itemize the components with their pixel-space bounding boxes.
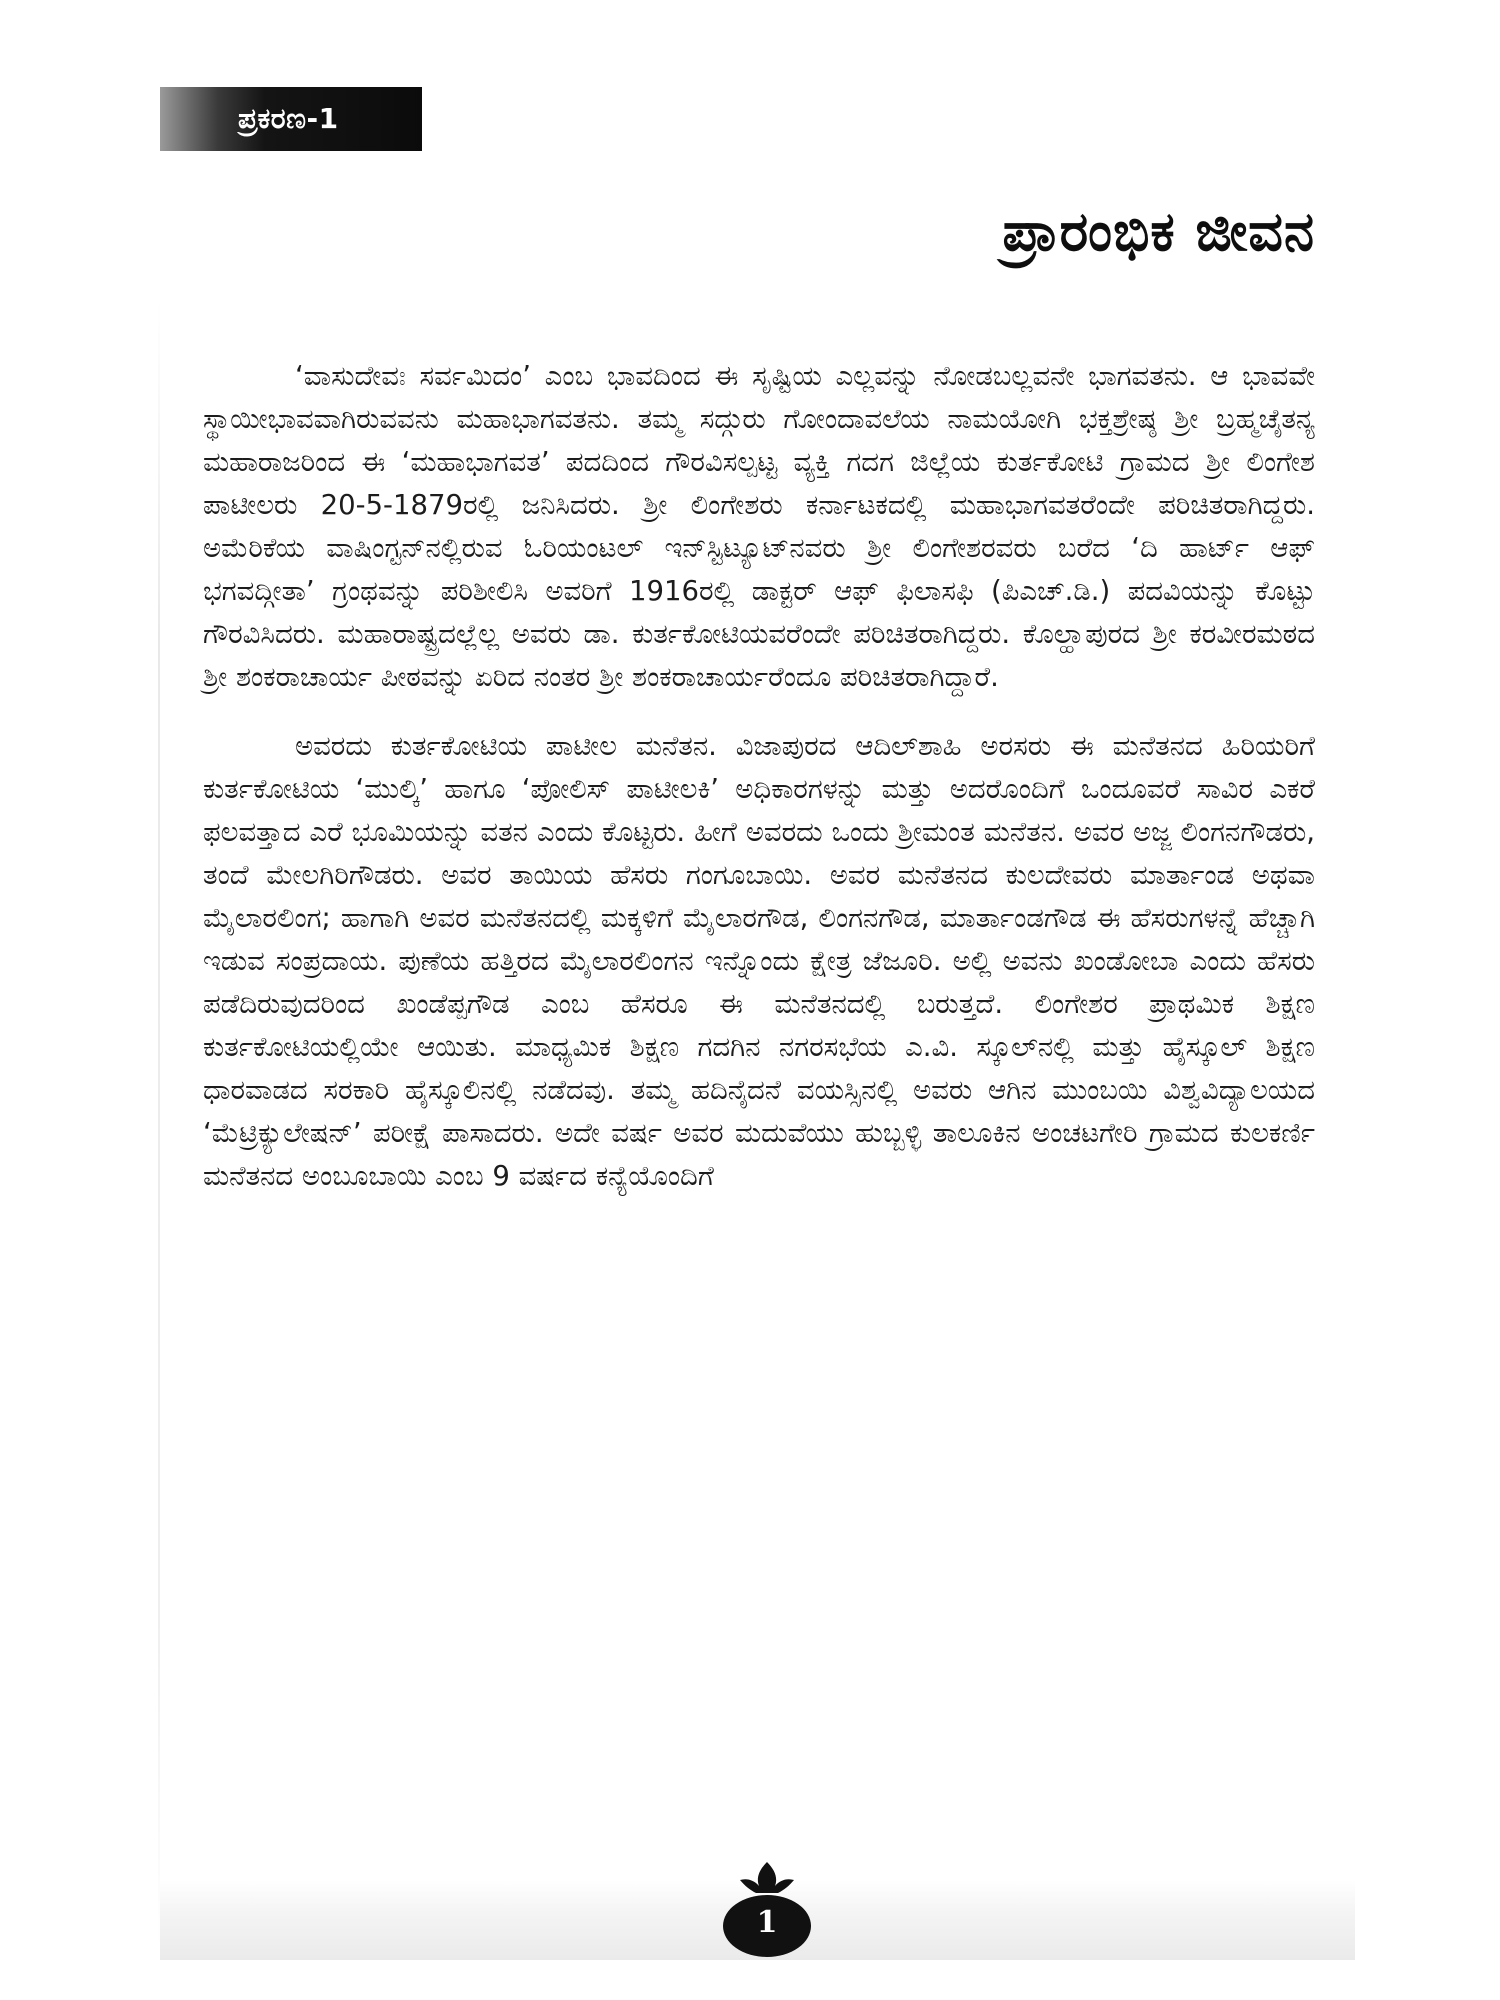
chapter-label: ಪ್ರಕರಣ-1	[238, 102, 339, 135]
body-text	[203, 355, 1315, 1198]
chapter-label-tab	[160, 87, 422, 151]
page-edge-shadow	[158, 300, 160, 1950]
paragraph-1: ‘ವಾಸುದೇವಃ ಸರ್ವಮಿದಂ’ ಎಂಬ ಭಾವದಿಂದ ಈ ಸೃಷ್ಟಿಯ ಎಲ್ಲವನ್ನು ನೋಡಬಲ್ಲವನೇ ಭಾಗವತನು. ಆ ಭಾವವೇ ಸ್ಥಾಯೀಭಾವವಾಗಿರುವವನು ಮಹಾಭಾಗವತನು. ತಮ್ಮ ಸದ್ಗುರು ಗೋಂದಾವಲೆಯ ನಾಮಯೋಗಿ ಭಕ್ತಶ್ರೇಷ್ಠ ಶ್ರೀ ಬ್ರಹ್ಮಚೈತನ್ಯ ಮಹಾರಾಜರಿಂದ ಈ ‘ಮಹಾಭಾಗವತ’ ಪದದಿಂದ ಗೌರವಿಸಲ್ಪಟ್ಟ ವ್ಯಕ್ತಿ ಗದಗ ಜಿಲ್ಲೆಯ ಕುರ್ತಕೋಟಿ ಗ್ರಾಮದ ಶ್ರೀ ಲಿಂಗೇಶ ಪಾಟೀಲರು 20-5-1879ರಲ್ಲಿ ಜನಿಸಿದರು. ಶ್ರೀ ಲಿಂಗೇಶರು ಕರ್ನಾಟಕದಲ್ಲಿ ಮಹಾಭಾಗವತರೆಂದೇ ಪರಿಚಿತರಾಗಿದ್ದರು. ಅಮೆರಿಕೆಯ ವಾಷಿಂಗ್ಟನ್‌ನಲ್ಲಿರುವ ಓರಿಯಂಟಲ್ ಇನ್‌ಸ್ಟಿಟ್ಯೂಟ್‌ನವರು ಶ್ರೀ ಲಿಂಗೇಶರವರು ಬರೆದ ‘ದಿ ಹಾರ್ಟ್ ಆಫ್ ಭಗವದ್ಗೀತಾ’ ಗ್ರಂಥವನ್ನು ಪರಿಶೀಲಿಸಿ ಅವರಿಗೆ 1916ರಲ್ಲಿ ಡಾಕ್ಟರ್ ಆಫ್ ಫಿಲಾಸಫಿ (ಪಿಎಚ್.ಡಿ.) ಪದವಿಯನ್ನು ಕೊಟ್ಟು ಗೌರವಿಸಿದರು. ಮಹಾರಾಷ್ಟ್ರದಲ್ಲೆಲ್ಲ ಅವರು ಡಾ. ಕುರ್ತಕೋಟಿಯವರೆಂದೇ ಪರಿಚಿತರಾಗಿದ್ದರು. ಕೊಲ್ಹಾಪುರದ ಶ್ರೀ ಕರವೀರಮಠದ ಶ್ರೀ ಶಂಕರಾಚಾರ್ಯ ಪೀಠವನ್ನು ಏರಿದ ನಂತರ ಶ್ರೀ ಶಂಕರಾಚಾರ್ಯರೆಂದೂ ಪರಿಚಿತರಾಗಿದ್ದಾರೆ.	[203, 360, 1315, 693]
chapter-title: ಪ್ರಾರಂಭಿಕ ಜೀವನ	[1002, 200, 1315, 263]
page-number: 1	[756, 1905, 778, 1940]
paragraph-2: ಅವರದು ಕುರ್ತಕೋಟಿಯ ಪಾಟೀಲ ಮನೆತನ. ವಿಜಾಪುರದ ಆದಿಲ್‌ಶಾಹಿ ಅರಸರು ಈ ಮನೆತನದ ಹಿರಿಯರಿಗೆ ಕುರ್ತಕೋಟಿಯ ‘ಮುಲ್ಕಿ’ ಹಾಗೂ ‘ಪೋಲಿಸ್ ಪಾಟೀಲಕಿ’ ಅಧಿಕಾರಗಳನ್ನು ಮತ್ತು ಅದರೊಂದಿಗೆ ಒಂದೂವರೆ ಸಾವಿರ ಎಕರೆ ಫಲವತ್ತಾದ ಎರೆ ಭೂಮಿಯನ್ನು ವತನ ಎಂದು ಕೊಟ್ಟರು. ಹೀಗೆ ಅವರದು ಒಂದು ಶ್ರೀಮಂತ ಮನೆತನ. ಅವರ ಅಜ್ಜ ಲಿಂಗನಗೌಡರು, ತಂದೆ ಮೇಲಗಿರಿಗೌಡರು. ಅವರ ತಾಯಿಯ ಹೆಸರು ಗಂಗೂಬಾಯಿ. ಅವರ ಮನೆತನದ ಕುಲದೇವರು ಮಾರ್ತಾಂಡ ಅಥವಾ ಮೈಲಾರಲಿಂಗ; ಹಾಗಾಗಿ ಅವರ ಮನೆತನದಲ್ಲಿ ಮಕ್ಕಳಿಗೆ ಮೈಲಾರಗೌಡ, ಲಿಂಗನಗೌಡ, ಮಾರ್ತಾಂಡಗೌಡ ಈ ಹೆಸರುಗಳನ್ನೆ ಹೆಚ್ಚಾಗಿ ಇಡುವ ಸಂಪ್ರದಾಯ. ಪುಣೆಯ ಹತ್ತಿರದ ಮೈಲಾರಲಿಂಗನ ಇನ್ನೊಂದು ಕ್ಷೇತ್ರ ಜೆಜೂರಿ. ಅಲ್ಲಿ ಅವನು ಖಂಡೋಬಾ ಎಂದು ಹೆಸರು ಪಡೆದಿರುವುದರಿಂದ ಖಂಡೆಪ್ಪಗೌಡ ಎಂಬ ಹೆಸರೂ ಈ ಮನೆತನದಲ್ಲಿ ಬರುತ್ತದೆ. ಲಿಂಗೇಶರ ಪ್ರಾಥಮಿಕ ಶಿಕ್ಷಣ ಕುರ್ತಕೋಟಿಯಲ್ಲಿಯೇ ಆಯಿತು. ಮಾಧ್ಯಮಿಕ ಶಿಕ್ಷಣ ಗದಗಿನ ನಗರಸಭೆಯ ಎ.ವಿ. ಸ್ಕೂಲ್‌ನಲ್ಲಿ ಮತ್ತು ಹೈಸ್ಕೂಲ್ ಶಿಕ್ಷಣ ಧಾರವಾಡದ ಸರಕಾರಿ ಹೈಸ್ಕೂಲಿನಲ್ಲಿ ನಡೆದವು. ತಮ್ಮ ಹದಿನೈದನೆ ವಯಸ್ಸಿನಲ್ಲಿ ಅವರು ಆಗಿನ ಮುಂಬಯಿ ವಿಶ್ವವಿದ್ಯಾಲಯದ ‘ಮೆಟ್ರಿಕ್ಯುಲೇಷನ್’ ಪರೀಕ್ಷೆ ಪಾಸಾದರು. ಅದೇ ವರ್ಷ ಅವರ ಮದುವೆಯು ಹುಬ್ಬಳ್ಳಿ ತಾಲೂಕಿನ ಅಂಚಟಗೇರಿ ಗ್ರಾಮದ ಕುಲಕರ್ಣಿ ಮನೆತನದ ಅಂಬೂಬಾಯಿ ಎಂಬ 9 ವರ್ಷದ ಕನ್ಯೆಯೊಂದಿಗೆ	[203, 730, 1315, 1192]
